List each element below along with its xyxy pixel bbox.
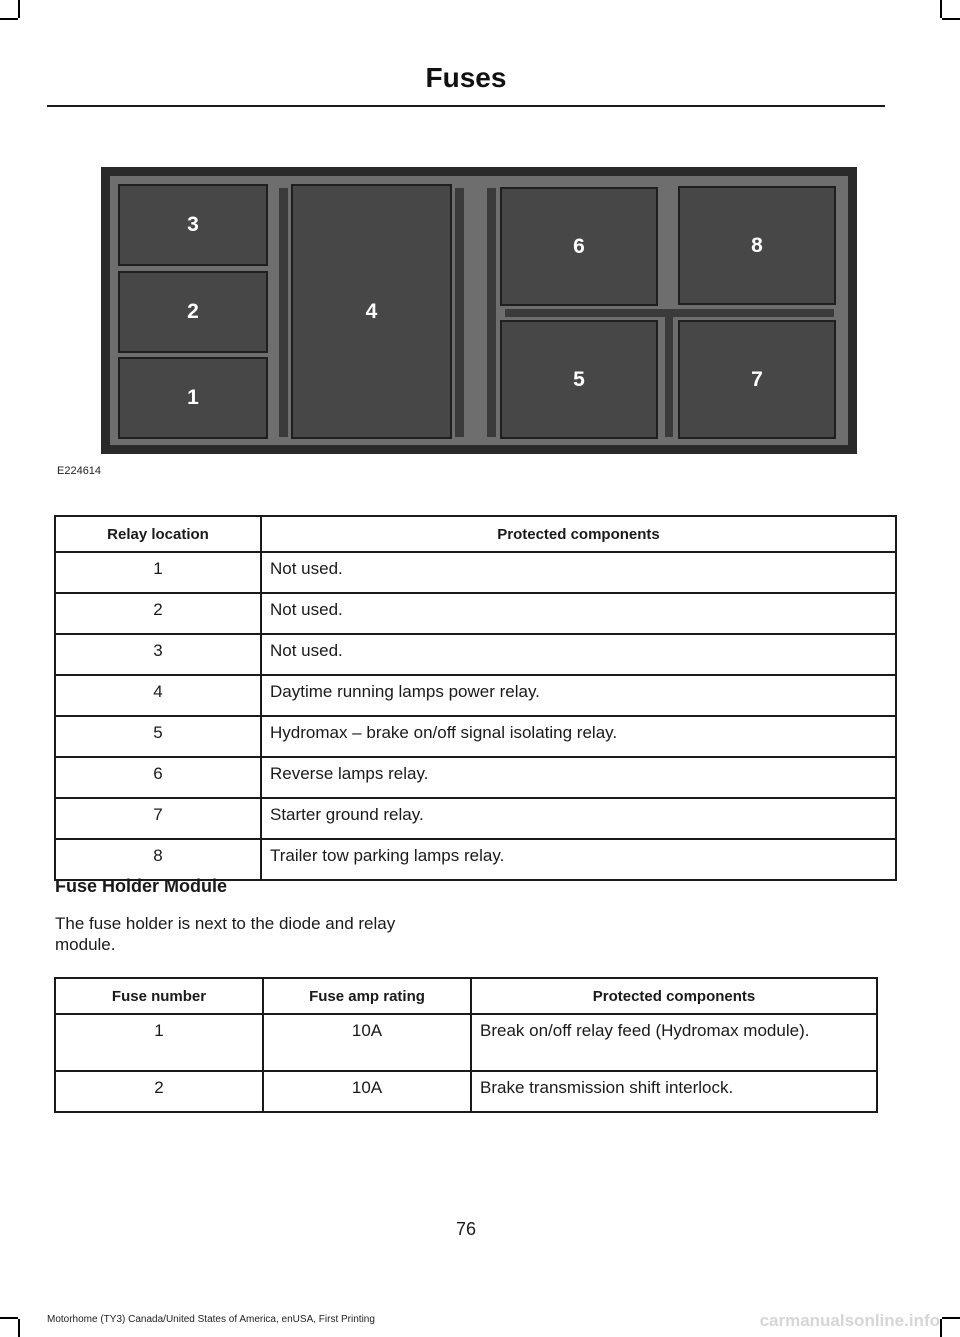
crop-mark [0, 18, 18, 20]
relay-location: 4 [55, 675, 261, 716]
figure-id: E224614 [57, 465, 102, 477]
table-row [55, 1071, 877, 1112]
title-rule [47, 105, 885, 107]
protected-component: Trailer tow parking lamps relay. [261, 839, 896, 880]
separator-bar [505, 309, 834, 317]
page-number: 76 [455, 1219, 477, 1239]
fuse-amp-rating: 10A [263, 1014, 471, 1071]
crop-mark [18, 1319, 20, 1337]
table-row [55, 1014, 877, 1071]
table-header-row [55, 978, 877, 1014]
protected-component: Starter ground relay. [261, 798, 896, 839]
relay-location: 3 [55, 634, 261, 675]
protected-component: Break on/off relay feed (Hydromax module). [471, 1014, 877, 1071]
page-footer: Motorhome (TY3) Canada/United States of America, enUSA, First Printing [47, 1314, 375, 1325]
separator-bar [665, 317, 673, 437]
column-header: Fuse number [55, 978, 263, 1014]
relay-7: 7 [678, 320, 836, 439]
table-row [55, 716, 896, 757]
table-row [55, 675, 896, 716]
table-row [55, 757, 896, 798]
separator-bar [279, 188, 288, 437]
column-header: Relay location [55, 516, 261, 552]
table-header-row [55, 516, 896, 552]
fuse-table [54, 977, 878, 1113]
protected-component: Not used. [261, 593, 896, 634]
relay-1: 1 [118, 357, 268, 439]
relay-location: 7 [55, 798, 261, 839]
relay-2: 2 [118, 271, 268, 353]
separator-bar [487, 188, 496, 437]
column-header: Protected components [261, 516, 896, 552]
table-row [55, 593, 896, 634]
protected-component: Daytime running lamps power relay. [261, 675, 896, 716]
relay-box-frame [110, 176, 848, 445]
page-title: Fuses [425, 62, 507, 93]
relay-table [54, 515, 897, 881]
section-body: The fuse holder is next to the diode and relay module. [55, 914, 396, 954]
separator-bar [455, 188, 464, 437]
relay-location: 8 [55, 839, 261, 880]
table-row [55, 839, 896, 880]
crop-mark [18, 0, 20, 18]
relay-5: 5 [500, 320, 658, 439]
relay-box-diagram [101, 167, 857, 454]
fuse-amp-rating: 10A [263, 1071, 471, 1112]
protected-component: Not used. [261, 552, 896, 593]
protected-component: Not used. [261, 634, 896, 675]
fuse-number: 2 [55, 1071, 263, 1112]
crop-mark [942, 1317, 960, 1319]
table-row [55, 552, 896, 593]
protected-component: Brake transmission shift interlock. [471, 1071, 877, 1112]
crop-mark [0, 1317, 18, 1319]
crop-mark [942, 18, 960, 20]
relay-location: 5 [55, 716, 261, 757]
column-header: Fuse amp rating [263, 978, 471, 1014]
relay-location: 1 [55, 552, 261, 593]
table-row [55, 634, 896, 675]
watermark: carmanualsonline.info [759, 1311, 940, 1330]
relay-location: 6 [55, 757, 261, 798]
protected-component: Hydromax – brake on/off signal isolating relay. [261, 716, 896, 757]
fuse-number: 1 [55, 1014, 263, 1071]
table-row [55, 798, 896, 839]
section-heading: Fuse Holder Module [55, 876, 228, 896]
relay-location: 2 [55, 593, 261, 634]
crop-mark [940, 1319, 942, 1337]
relay-8: 8 [678, 186, 836, 305]
relay-3: 3 [118, 184, 268, 266]
protected-component: Reverse lamps relay. [261, 757, 896, 798]
column-header: Protected components [471, 978, 877, 1014]
relay-6: 6 [500, 187, 658, 306]
relay-4: 4 [291, 184, 452, 439]
crop-mark [940, 0, 942, 18]
